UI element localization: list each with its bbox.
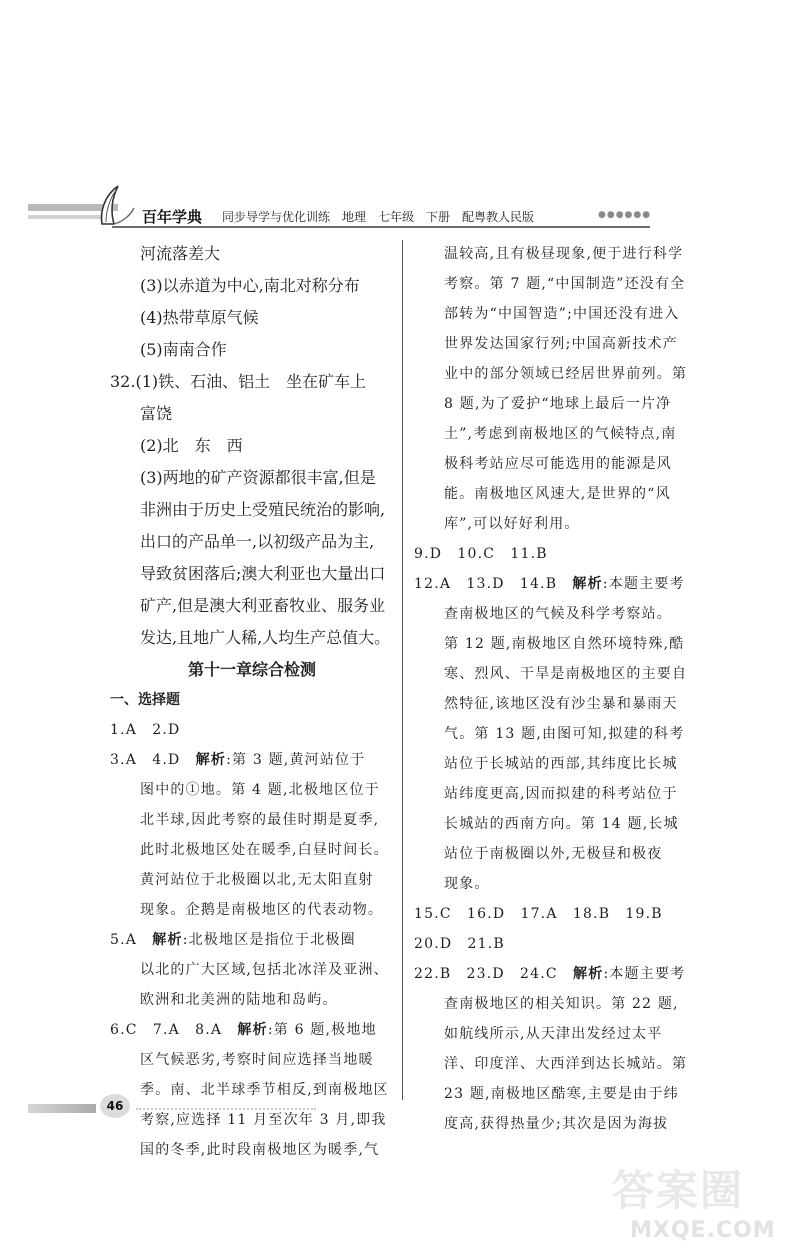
answer-line: 土”,考虑到南极地区的气候特点,南: [444, 426, 677, 442]
answer-line: 22.B 23.D 24.C 解析:本题主要考: [414, 966, 686, 982]
answer-line: 国的冬季,此时段南极地区为暖季,气: [140, 1142, 380, 1158]
book-subtitle: 同步导学与优化训练 地理 七年级 下册 配粤教人民版: [222, 210, 535, 224]
answer-line: 图中的①地。第 4 题,北极地区位于: [140, 782, 380, 798]
answer-line: (4)热带草原气候: [140, 308, 259, 327]
answer-line: 富饶: [140, 404, 173, 423]
answer-line: 极科考站应尽可能选用的能源是风: [444, 456, 672, 472]
column-divider: [402, 240, 403, 1100]
answer-line: 12.A 13.D 14.B 解析:本题主要考: [414, 576, 685, 592]
answer-line: 考察。第 7 题,“中国制造”还没有全: [444, 276, 686, 292]
quill-logo-icon: [92, 182, 138, 228]
page-number: 46: [100, 1094, 130, 1118]
answer-line: 此时北极地区处在暖季,白昼时间长。: [140, 842, 389, 858]
answer-line: 20.D 21.B: [414, 936, 505, 952]
answer-line: 度高,获得热量少;其次是因为海拔: [444, 1116, 669, 1132]
answer-line: 欧洲和北美洲的陆地和岛屿。: [140, 992, 338, 1008]
answer-line: 温较高,且有极昼现象,便于进行科学: [444, 246, 684, 262]
answer-line: (2)北 东 西: [140, 436, 243, 455]
header-dots: ●●●●●●: [598, 210, 652, 220]
answer-line: 以北的广大区域,包括北冰洋及亚洲、: [140, 962, 389, 978]
watermark-logo: 答案圈: [612, 1166, 745, 1215]
answer-line: 3.A 4.D 解析:第 3 题,黄河站位于: [110, 752, 366, 768]
answer-line: 8 题,为了爱护“地球上最后一片净: [444, 396, 672, 412]
answer-line: 32.(1)铁、石油、铝土 坐在矿车上: [110, 372, 367, 391]
answer-line: 北半球,因此考察的最佳时期是夏季,: [140, 812, 380, 828]
book-brand: 百年学典: [142, 208, 203, 226]
answer-line: 5.A 解析:北极地区是指位于北极圈: [110, 932, 356, 948]
answer-line: 寒、烈风、干旱是南极地区的主要自: [444, 666, 688, 682]
answer-line: 6.C 7.A 8.A 解析:第 6 题,极地地: [110, 1022, 377, 1038]
answer-line: (3)以赤道为中心,南北对称分布: [140, 276, 360, 295]
answer-line: 非洲由于历史上受殖民统治的影响,: [140, 500, 386, 519]
footer-dotted-rule: [136, 1108, 316, 1110]
answer-line: 区气候恶劣,考察时间应选择当地暖: [140, 1052, 374, 1068]
answer-line: 季。南、北半球季节相反,到南极地区: [140, 1082, 389, 1098]
answer-line: 第 12 题,南极地区自然环境特殊,酷: [444, 636, 685, 652]
section-heading: 一、选择题: [110, 692, 180, 708]
answer-line: 长城站的西南方向。第 14 题,长城: [444, 816, 679, 832]
answer-line: 15.C 16.D 17.A 18.B 19.B: [414, 906, 663, 922]
answer-line: (5)南南合作: [140, 340, 227, 359]
answer-line: 发达,且地广人稀,人均生产总值大。: [140, 628, 391, 647]
chapter-title: 第十一章综合检测: [188, 660, 317, 679]
answer-line: 世界发达国家行列;中国高新技术产: [444, 336, 678, 352]
answer-line: 库”,可以好好利用。: [444, 516, 580, 532]
answer-line: 出口的产品单一,以初级产品为主,: [140, 532, 375, 551]
answer-line: (3)两地的矿产资源都很丰富,但是: [140, 468, 376, 487]
page-header: [0, 180, 800, 240]
watermark: [608, 1158, 800, 1255]
answer-line: 部转为“中国智造”;中国还没有进入: [444, 306, 680, 322]
answer-line: 9.D 10.C 11.B: [414, 546, 548, 562]
answer-line: 1.A 2.D: [110, 722, 181, 738]
answer-line: 站位于南极圈以外,无极昼和极夜: [444, 846, 663, 862]
answer-line: 查南极地区的气候及科学考察站。: [444, 606, 672, 622]
answer-line: 能。南极地区风速大,是世界的“风: [444, 486, 671, 502]
answer-line: 考察,应选择 11 月至次年 3 月,即我: [140, 1112, 387, 1128]
answer-line: 如航线所示,从天津出发经过太平: [444, 1026, 663, 1042]
answer-line: 业中的部分领域已经居世界前列。第: [444, 366, 688, 382]
footer-decor-bar: [28, 1104, 96, 1113]
answer-line: 导致贫困落后;澳大利亚也大量出口: [140, 564, 386, 583]
answer-line: 黄河站位于北极圈以北,无太阳直射: [140, 872, 374, 888]
answer-line: 然特征,该地区没有沙尘暴和暴雨天: [444, 696, 678, 712]
answer-line: 现象。企鹅是南极地区的代表动物。: [140, 902, 384, 918]
answer-line: 现象。: [444, 876, 490, 892]
answer-line: 洋、印度洋、大西洋到达长城站。第: [444, 1056, 688, 1072]
answer-line: 站位于长城站的西部,其纬度比长城: [444, 756, 678, 772]
answer-line: 站纬度更高,因而拟建的科考站位于: [444, 786, 678, 802]
answer-line: 23 题,南极地区酷寒,主要是由于纬: [444, 1086, 679, 1102]
answer-line: 查南极地区的相关知识。第 22 题,: [444, 996, 679, 1012]
page-footer: [0, 1090, 800, 1130]
answer-line: 河流落差大: [140, 244, 221, 263]
watermark-url: MXQE.COM: [630, 1218, 776, 1243]
answer-line: 矿产,但是澳大利亚畜牧业、服务业: [140, 596, 386, 615]
answer-line: 气。第 13 题,由图可知,拟建的科考: [444, 726, 685, 742]
